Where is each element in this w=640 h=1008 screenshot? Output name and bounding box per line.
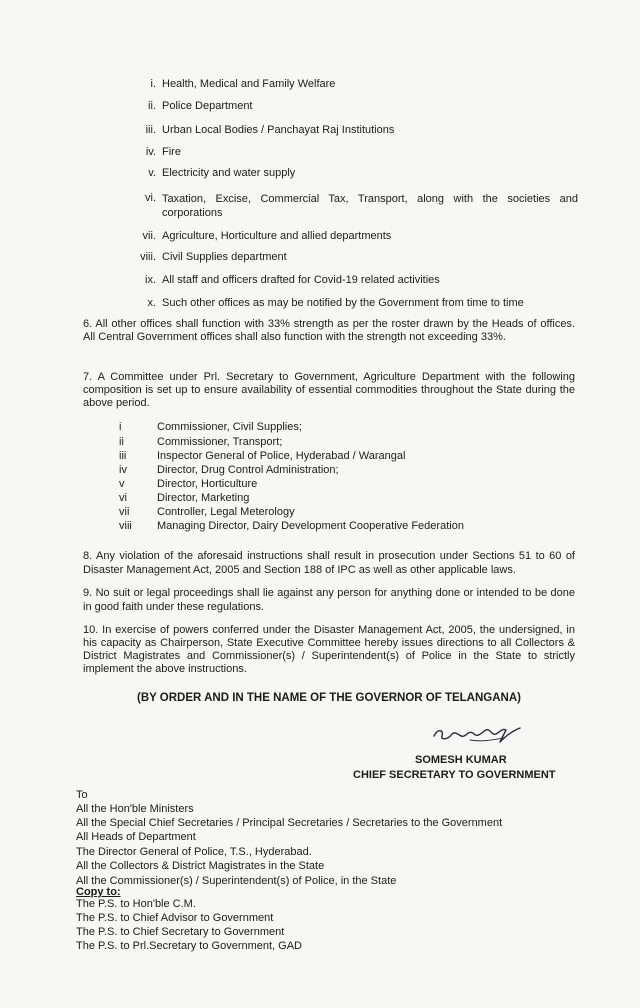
committee-item-text: Commissioner, Civil Supplies; (157, 421, 302, 433)
committee-item-text: Director, Horticulture (157, 478, 258, 490)
list-item-number: vii. (142, 230, 156, 242)
committee-item-number: viii (119, 520, 132, 532)
paragraph-10: 10. In exercise of powers conferred under the Disaster Management Act, 2005, the undersigned, in his capacity as Chairperson, State Executive Committee hereby issues directions to all Collectors & District Magistrates and Commissioner(s) / Superintendent(s) of Police in the State to strictly implement the above instructions. (83, 624, 575, 675)
list-item-number: viii. (140, 251, 156, 263)
to-list-item: All the Special Chief Secretaries / Principal Secretaries / Secretaries to the Government (76, 817, 503, 829)
list-item-text: Electricity and water supply (162, 167, 296, 179)
list-item-text: Such other offices as may be notified by the Government from time to time (162, 297, 524, 309)
to-list-item: All Heads of Department (76, 831, 196, 843)
signature-icon (430, 718, 530, 750)
committee-item-number: iii (119, 450, 127, 462)
to-list-item: All the Commissioner(s) / Superintendent(s) of Police, in the State (76, 875, 397, 887)
list-item-number: i. (150, 78, 156, 90)
paragraph-6: 6. All other offices shall function with 33% strength as per the roster drawn by the Heads of offices. All Central Government offices shall also function with the strength not exceeding 33%. (83, 318, 575, 343)
committee-item-number: vii (119, 506, 130, 518)
list-item-number: vi. (145, 192, 156, 204)
committee-item-number: i (119, 421, 122, 433)
list-item-text: All staff and officers drafted for Covid-19 related activities (162, 274, 440, 286)
to-list-item: All the Hon'ble Ministers (76, 803, 194, 815)
committee-item-number: iv (119, 464, 127, 476)
order-line: (BY ORDER AND IN THE NAME OF THE GOVERNOR OF TELANGANA) (137, 692, 521, 704)
committee-item-text: Commissioner, Transport; (157, 436, 283, 448)
to-label: To (76, 789, 88, 801)
list-item-text: Civil Supplies department (162, 251, 287, 263)
list-item-number: ix. (145, 274, 156, 286)
list-item-text: Health, Medical and Family Welfare (162, 78, 336, 90)
committee-item-number: v (119, 478, 125, 490)
list-item-number: v. (148, 167, 156, 179)
committee-item-text: Director, Marketing (157, 492, 250, 504)
signatory-title: CHIEF SECRETARY TO GOVERNMENT (353, 769, 556, 781)
list-item-number: ii. (148, 100, 156, 112)
list-item-text: Agriculture, Horticulture and allied departments (162, 230, 392, 242)
paragraph-8: 8. Any violation of the aforesaid instructions shall result in prosecution under Sections 51 to 60 of Disaster Management Act, 2005 and Section 188 of IPC as well as other applicable laws. (83, 550, 575, 576)
list-item-number: iv. (145, 146, 156, 158)
committee-item-text: Director, Drug Control Administration; (157, 464, 339, 476)
copy-list-item: The P.S. to Hon'ble C.M. (76, 898, 196, 910)
to-list-item: All the Collectors & District Magistrates in the State (76, 860, 325, 872)
list-item-text: Taxation, Excise, Commercial Tax, Transport, along with the societies and corporations (162, 193, 578, 219)
list-item-number: x. (147, 297, 156, 309)
signatory-name: SOMESH KUMAR (415, 754, 507, 766)
committee-item-text: Managing Director, Dairy Development Cooperative Federation (157, 520, 464, 532)
copy-list-item: The P.S. to Chief Advisor to Government (76, 912, 274, 924)
committee-item-number: vi (119, 492, 127, 504)
copy-to-label: Copy to: (76, 886, 121, 898)
paragraph-9: 9. No suit or legal proceedings shall lie against any person for anything done or intended to be done in good faith under these regulations. (83, 587, 575, 613)
to-list-item: The Director General of Police, T.S., Hyderabad. (76, 846, 312, 858)
list-item-text: Fire (162, 146, 181, 158)
list-item-text: Urban Local Bodies / Panchayat Raj Institutions (162, 124, 395, 136)
paragraph-7: 7. A Committee under Prl. Secretary to Government, Agriculture Department with the following composition is set up to ensure availability of essential commodities throughout the State during the above period. (83, 371, 575, 409)
list-item-number: iii. (145, 124, 156, 136)
copy-list-item: The P.S. to Prl.Secretary to Government, GAD (76, 940, 302, 952)
committee-item-text: Inspector General of Police, Hyderabad / Warangal (157, 450, 406, 462)
committee-item-number: ii (119, 436, 124, 448)
copy-list-item: The P.S. to Chief Secretary to Government (76, 926, 285, 938)
committee-item-text: Controller, Legal Meterology (157, 506, 295, 518)
list-item-text: Police Department (162, 100, 253, 112)
